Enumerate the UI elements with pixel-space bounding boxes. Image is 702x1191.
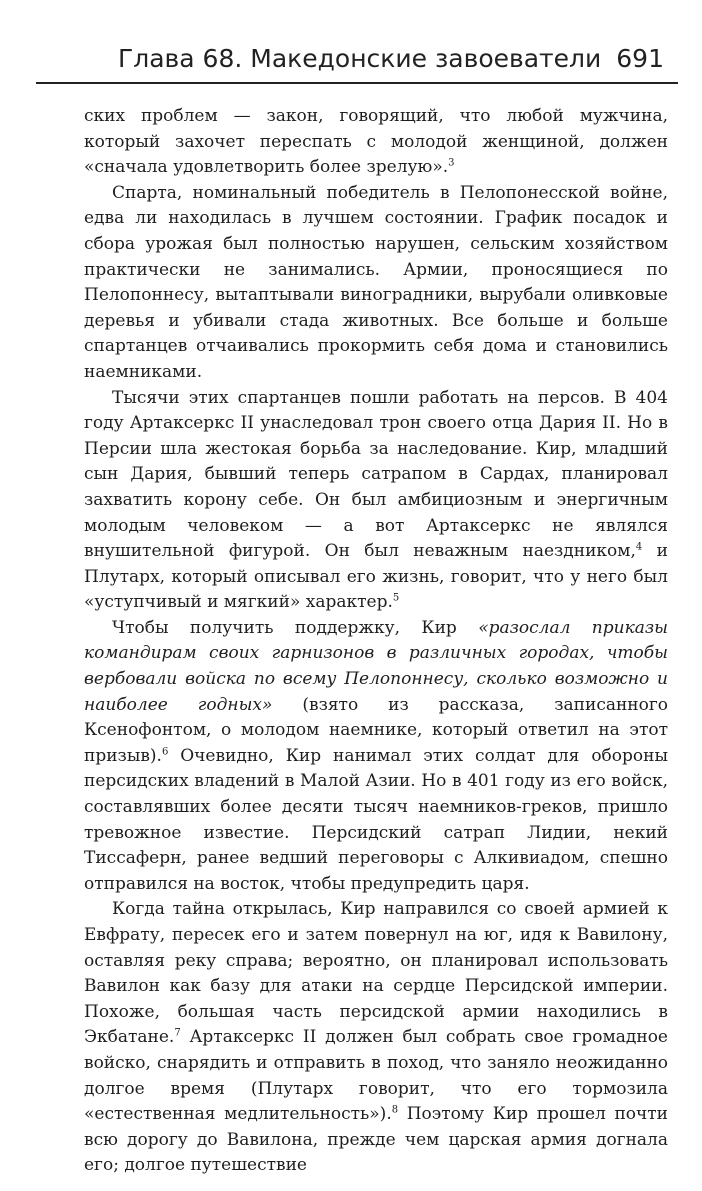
text-segment: ских проблем — закон, говорящий, что любой мужчина, который захочет переспать с молодой женщиной, должен «сначала удовлетворить более зрелую».: [84, 106, 668, 178]
text-segment: Тысячи этих спартанцев пошли работать на персов. В 404 году Артаксеркс II унаследовал трон своего отца Дария II. Но в Персии шла жестокая борьба за наследование. Кир, младший сын Дария, бывший теперь сатрапом в Сардах, планировал захватить корону себе. Он был амбициозным и энергичным молодым человеком — а вот Артаксеркс не являлся внушительной фигурой. Он был неважным наездником,: [84, 387, 668, 562]
footnote-ref: 6: [161, 746, 169, 758]
footnote-ref: 7: [174, 1027, 181, 1039]
footnote-ref: 3: [448, 157, 455, 169]
body-text: [84, 104, 668, 1179]
text-segment: Чтобы получить поддержку, Кир: [112, 617, 479, 638]
page-number: 691: [616, 44, 664, 73]
paragraph: [84, 104, 668, 181]
paragraph: [84, 386, 668, 616]
paragraph: [84, 616, 668, 898]
paragraph: [84, 181, 668, 386]
text-segment: Спарта, номинальный победитель в Пелопонесской войне, едва ли находилась в лучшем состоянии. График посадок и сбора урожая был полностью нарушен, сельским хозяйством практически не занимались. Армии, проносящиеся по Пелопоннесу, вытаптывали виноградники, вырубали оливковые деревья и убивали стада животных. Все больше и больше спартанцев отчаивались прокормить себя дома и становились наемниками.: [84, 182, 668, 382]
text-segment: Когда тайна открылась, Кир направился со своей армией к Евфрату, пересек его и затем повернул на юг, идя к Вавилону, оставляя реку справа; вероятно, он планировал использовать Вавилон как базу для атаки на сердце Персидской империи. Похоже, большая часть персидской армии находились в Экбатане.: [84, 899, 668, 1048]
footnote-ref: 5: [392, 592, 400, 604]
running-header: [36, 40, 668, 80]
paragraph: [84, 897, 668, 1179]
text-segment: Поэтому Кир прошел почти всю дорогу до Вавилона, прежде чем царская армия догнала его; долгое путешествие: [84, 1104, 668, 1176]
footnote-ref: 8: [391, 1104, 399, 1116]
text-segment: (взято из рассказа, записанного Ксенофонтом, о молодом наемнике, который ответил на этот призыв).: [84, 694, 669, 766]
footnote-ref: 4: [635, 541, 643, 553]
text-segment: Артаксеркс II должен был собрать свое громадное войско, снарядить и отправить в поход, что заняло неожиданно долгое время (Плутарх говорит, что его тормозила «естественная медлительность»).: [84, 1027, 668, 1125]
chapter-title: Глава 68. Македонские завоеватели: [118, 44, 602, 73]
text-segment: и Плутарх, который описывал его жизнь, говорит, что у него был «уступчивый и мягкий» характер.: [84, 541, 669, 613]
header-rule: [36, 82, 678, 84]
text-segment: Очевидно, Кир нанимал этих солдат для обороны персидских владений в Малой Азии. Но в 401 году из его войск, составлявших более десяти тысяч наемников-греков, пришло тревожное известие. Персидский сатрап Лидии, некий Тиссаферн, ранее ведший переговоры с Алкивиадом, спешно отправился на восток, чтобы предупредить царя.: [84, 745, 668, 894]
quoted-text: «разослал приказы командирам своих гарнизонов в различных городах, чтобы вербовали войска по всему Пелопоннесу, сколько возможно и наиболее годных»: [84, 617, 668, 715]
